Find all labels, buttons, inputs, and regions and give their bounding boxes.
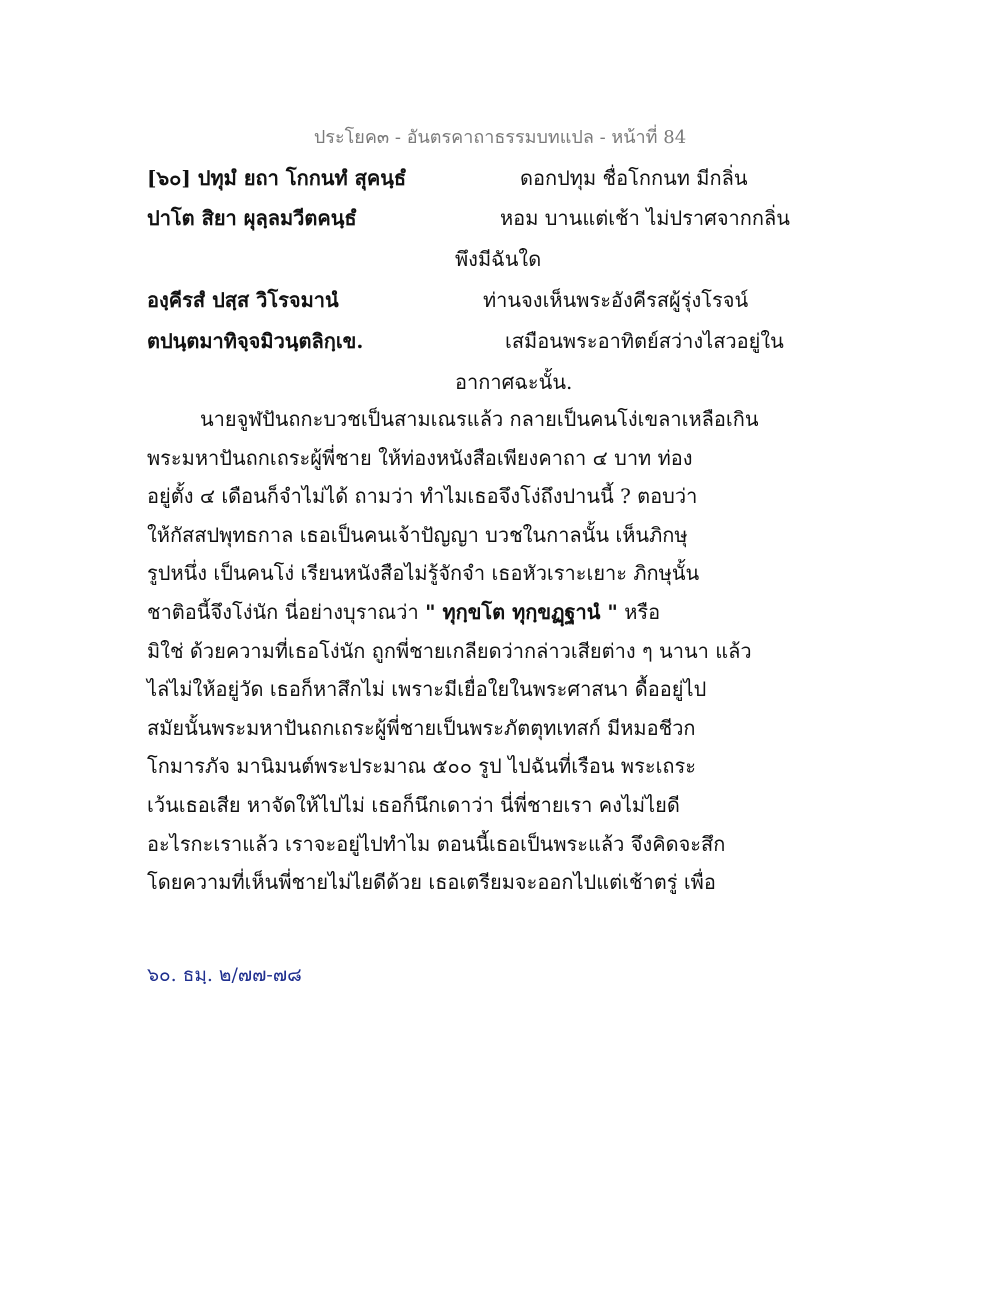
body-line: นายจูฬปันถกะบวชเป็นสามเณรแล้ว กลายเป็นคนโง่เขลาเหลือเกิน	[200, 407, 759, 431]
verse-pali-line-5: ตปนฺตมาทิจฺจมิวนฺตลิกฺเข.	[147, 329, 364, 353]
body-line: มิใช่ ด้วยความที่เธอโง่นัก ถูกพี่ชายเกลียดว่ากล่าวเสียต่าง ๆ นานา แล้ว	[147, 638, 752, 663]
body-line: เว้นเธอเสีย หาจัดให้ไปไม่ เธอก็นึกเดาว่า นี่พี่ชายเรา คงไม่ไยดี	[147, 792, 680, 817]
body-line: อะไรกะเราแล้ว เราจะอยู่ไปทำไม ตอนนี้เธอเป็นพระแล้ว จึงคิดจะสึก	[147, 831, 726, 856]
body-line-with-quote	[147, 593, 887, 632]
verse-pali-line-1	[147, 162, 406, 194]
verse-thai-line-5: เสมือนพระอาทิตย์สว่างไสวอยู่ใน	[505, 329, 784, 353]
body-line-text: ชาติอนี้จึงโง่นัก นี่อย่างบุราณว่า	[147, 599, 419, 624]
body-line: อยู่ตั้ง ๔ เดือนก็จำไม่ได้ ถามว่า ทำไมเธอจึงโง่ถึงปานนี้ ? ตอบว่า	[147, 484, 698, 509]
verse-block	[0, 0, 1000, 400]
verse-thai-line-3: พึงมีฉันใด	[455, 247, 542, 271]
verse-number: [๖๐]	[147, 166, 191, 190]
body-line: โดยความที่เห็นพี่ชายไม่ไยดีด้วย เธอเตรียมจะออกไปแต่เช้าตรู่ เพื่อ	[147, 870, 716, 895]
page-header: ประโยค๓ - อันตรคาถาธรรมบทแปล - หน้าที่ 84	[313, 127, 687, 148]
verse-thai-line-4: ท่านจงเห็นพระอังคีรสผู้รุ่งโรจน์	[483, 288, 749, 312]
body-paragraph	[147, 400, 887, 902]
verse-pali-text: ปทุมํ ยถา โกกนทํ สุคนฺธํ	[197, 166, 407, 190]
verse-pali-line-2: ปาโต สิยา ผุลฺลมวีตคนฺธํ	[147, 206, 357, 230]
verse-thai-line-2: หอม บานแต่เช้า ไม่ปราศจากกลิ่น	[500, 206, 790, 230]
verse-pali-line-4: องฺคีรสํ ปสฺส วิโรจมานํ	[147, 288, 339, 312]
body-line: ให้กัสสปพุทธกาล เธอเป็นคนเจ้าปัญญา บวชในกาลนั้น เห็นภิกษุ	[147, 522, 688, 547]
body-line: รูปหนึ่ง เป็นคนโง่ เรียนหนังสือไม่รู้จักจำ เธอหัวเราะเยาะ ภิกษุนั้น	[147, 561, 700, 586]
footnote: ๖๐. ธมฺ. ๒/๗๗-๗๘	[147, 964, 302, 986]
body-line: สมัยนั้นพระมหาปันถกเถระผู้พี่ชายเป็นพระภัตตุทเทสก์ มีหมอชีวก	[147, 715, 696, 740]
pali-quote: " ทุกฺขโต ทุกฺขฏฺฐานํ "	[425, 599, 618, 624]
body-line: พระมหาปันถกเถระผู้พี่ชาย ให้ท่องหนังสือเพียงคาถา ๔ บาท ท่อง	[147, 445, 693, 470]
verse-thai-line-1: ดอกปทุม ชื่อโกกนท มีกลิ่น	[520, 166, 748, 190]
quote-after-text: หรือ	[624, 599, 661, 624]
verse-thai-line-6: อากาศฉะนั้น.	[455, 370, 573, 394]
body-line: โกมารภัจ มานิมนต์พระประมาณ ๕๐๐ รูป ไปฉันที่เรือน พระเถระ	[147, 754, 697, 779]
body-line: ไล่ไม่ให้อยู่วัด เธอก็หาสึกไม่ เพราะมีเยื่อใยในพระศาสนา ดื้ออยู่ไป	[147, 677, 707, 702]
